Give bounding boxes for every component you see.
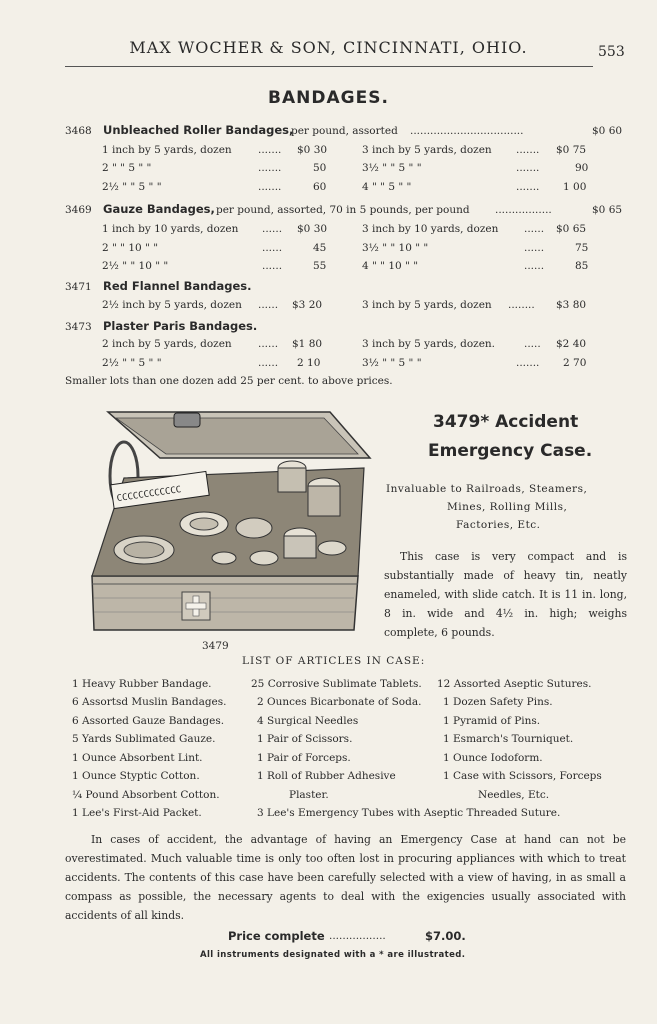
- leader-dots: ......: [524, 223, 545, 235]
- leader-dots: ......: [262, 223, 283, 235]
- list-item: 4 Surgical Needles: [257, 715, 359, 727]
- list-item: 3 Lee's Emergency Tubes with Aseptic Threaded Suture.: [257, 807, 561, 819]
- list-item: 2 Ounces Bicarbonate of Soda.: [257, 696, 422, 708]
- leader-dots: ......: [258, 299, 279, 311]
- size-row: 3 inch by 5 yards, dozen: [362, 144, 492, 156]
- leader-dots: .......: [516, 144, 540, 156]
- product-number: 3473: [65, 321, 92, 333]
- price-label: Price complete: [228, 929, 325, 943]
- list-item: 25 Corrosive Sublimate Tablets.: [251, 678, 422, 690]
- size-row: 1 inch by 10 yards, dozen: [102, 223, 239, 235]
- list-item: 6 Assortsd Muslin Bandages.: [72, 696, 227, 708]
- size-price: 90: [575, 162, 589, 174]
- product-name: Unbleached Roller Bandages,: [103, 123, 294, 137]
- list-item: 1 Pyramid of Pins.: [443, 715, 541, 727]
- header-rule: [65, 66, 593, 67]
- packet-label: CCCCCCCCCCCC: [116, 485, 182, 505]
- size-row: 4 " " 10 " ": [362, 260, 419, 272]
- list-item: ¼ Pound Absorbent Cotton.: [72, 789, 220, 801]
- size-row: 4 " " 5 " ": [362, 181, 412, 193]
- leader-dots: ......: [524, 260, 545, 272]
- product-price: $0 60: [592, 125, 623, 137]
- case-heading: 3479* Accident: [433, 412, 579, 432]
- articles-title: LIST OF ARTICLES IN CASE:: [242, 655, 426, 667]
- closing-paragraph: In cases of accident, the advantage of having an Emergency Case at hand can not be overestimated. Much valuable time is only too often lost in procuring appliances with which to treat accidents. The contents of this case have been carefully selected with a view of having, in as small a compass as possible, the necessary agents to deal with the exigencies usually associated with accidents of all kinds.: [65, 833, 626, 922]
- list-item: 1 Pair of Forceps.: [257, 752, 351, 764]
- product-price: $0 65: [592, 204, 623, 216]
- leader-dots: .......: [258, 144, 282, 156]
- size-price: 1 00: [563, 181, 587, 193]
- size-price: 60: [313, 181, 327, 193]
- size-price: 50: [313, 162, 327, 174]
- size-price: 45: [313, 242, 327, 254]
- size-row: 2½ " " 10 " ": [102, 260, 169, 272]
- leader-dots: ......: [258, 357, 279, 369]
- size-row: 2½ " " 5 " ": [102, 181, 162, 193]
- size-price: $2 40: [556, 338, 587, 350]
- leader-dots: .......: [258, 162, 282, 174]
- size-price: $0 75: [556, 144, 587, 156]
- list-item: 1 Lee's First-Aid Packet.: [72, 807, 202, 819]
- illustration-caption: 3479: [202, 640, 229, 652]
- section-title: BANDAGES.: [268, 88, 389, 108]
- leader-dots: .....: [524, 338, 541, 350]
- leader-dots: .................: [495, 204, 552, 216]
- list-item: 1 Heavy Rubber Bandage.: [72, 678, 212, 690]
- footnote: All instruments designated with a * are illustrated.: [200, 950, 466, 960]
- size-row: 2 " " 10 " ": [102, 242, 159, 254]
- size-price: $1 80: [292, 338, 323, 350]
- product-description: per pound, assorted: [291, 125, 398, 137]
- product-number: 3469: [65, 204, 92, 216]
- size-row: 3½ " " 5 " ": [362, 162, 422, 174]
- price-value: $7.00.: [425, 929, 466, 943]
- size-row: 3 inch by 5 yards, dozen: [362, 299, 492, 311]
- product-number: 3471: [65, 281, 92, 293]
- list-item: 1 Ounce Iodoform.: [443, 752, 543, 764]
- list-item: 1 Ounce Absorbent Lint.: [72, 752, 203, 764]
- size-price: $3 80: [556, 299, 587, 311]
- size-price: 75: [575, 242, 589, 254]
- list-item: 12 Assorted Aseptic Sutures.: [437, 678, 592, 690]
- case-heading-line2: Emergency Case.: [428, 441, 593, 461]
- page-header: MAX WOCHER & SON, CINCINNATI, OHIO.: [129, 38, 528, 57]
- product-number: 3468: [65, 125, 92, 137]
- case-description: This case is very compact and is substantially made of heavy tin, neatly enameled, with slide catch. It is 11 in. long, 8 in. wide and 4½ in. high; weighs complete, 6 pounds.: [384, 550, 627, 639]
- size-row: 2 inch by 5 yards, dozen: [102, 338, 232, 350]
- list-item: 1 Ounce Styptic Cotton.: [72, 770, 200, 782]
- product-name: Gauze Bandages,: [103, 202, 215, 216]
- size-row: 3 inch by 5 yards, dozen.: [362, 338, 496, 350]
- size-price: $0 30: [297, 223, 328, 235]
- product-name: Plaster Paris Bandages.: [103, 319, 258, 333]
- list-item: 1 Esmarch's Tourniquet.: [443, 733, 574, 745]
- size-row: 1 inch by 5 yards, dozen: [102, 144, 232, 156]
- emergency-case-illustration: [64, 408, 376, 638]
- size-price: $0 65: [556, 223, 587, 235]
- leader-dots: ..................................: [410, 125, 524, 137]
- list-item: Plaster.: [289, 789, 329, 801]
- list-item: Needles, Etc.: [478, 789, 550, 801]
- leader-dots: .......: [516, 357, 540, 369]
- page-number: 553: [598, 44, 625, 60]
- case-uses-line: Mines, Rolling Mills,: [447, 501, 568, 513]
- list-item: 1 Case with Scissors, Forceps: [443, 770, 602, 782]
- size-price: 2 10: [297, 357, 321, 369]
- leader-dots: ......: [262, 260, 283, 272]
- list-item: 5 Yards Sublimated Gauze.: [72, 733, 216, 745]
- list-item: 6 Assorted Gauze Bandages.: [72, 715, 225, 727]
- list-item: 1 Dozen Safety Pins.: [443, 696, 553, 708]
- size-price: 85: [575, 260, 589, 272]
- size-row: 2½ " " 5 " ": [102, 357, 162, 369]
- leader-dots: ......: [258, 338, 279, 350]
- smaller-lots-note: Smaller lots than one dozen add 25 per cent. to above prices.: [65, 375, 393, 387]
- product-name: Red Flannel Bandages.: [103, 279, 252, 293]
- leader-dots: ......: [262, 242, 283, 254]
- leader-dots: .................: [329, 930, 386, 942]
- size-row: 2½ inch by 5 yards, dozen: [102, 299, 242, 311]
- list-item: 1 Roll of Rubber Adhesive: [257, 770, 396, 782]
- leader-dots: .......: [516, 162, 540, 174]
- case-uses-line: Factories, Etc.: [456, 519, 541, 531]
- leader-dots: .......: [516, 181, 540, 193]
- size-row: 2 " " 5 " ": [102, 162, 152, 174]
- size-price: $0 30: [297, 144, 328, 156]
- leader-dots: ......: [524, 242, 545, 254]
- size-row: 3½ " " 5 " ": [362, 357, 422, 369]
- size-row: 3 inch by 10 yards, dozen: [362, 223, 499, 235]
- size-price: 2 70: [563, 357, 587, 369]
- case-uses-line: Invaluable to Railroads, Steamers,: [386, 483, 588, 495]
- size-row: 3½ " " 10 " ": [362, 242, 429, 254]
- leader-dots: .......: [258, 181, 282, 193]
- list-item: 1 Pair of Scissors.: [257, 733, 353, 745]
- leader-dots: ........: [508, 299, 535, 311]
- size-price: 55: [313, 260, 327, 272]
- product-description: per pound, assorted, 70 in 5 pounds, per pound: [216, 204, 470, 216]
- size-price: $3 20: [292, 299, 323, 311]
